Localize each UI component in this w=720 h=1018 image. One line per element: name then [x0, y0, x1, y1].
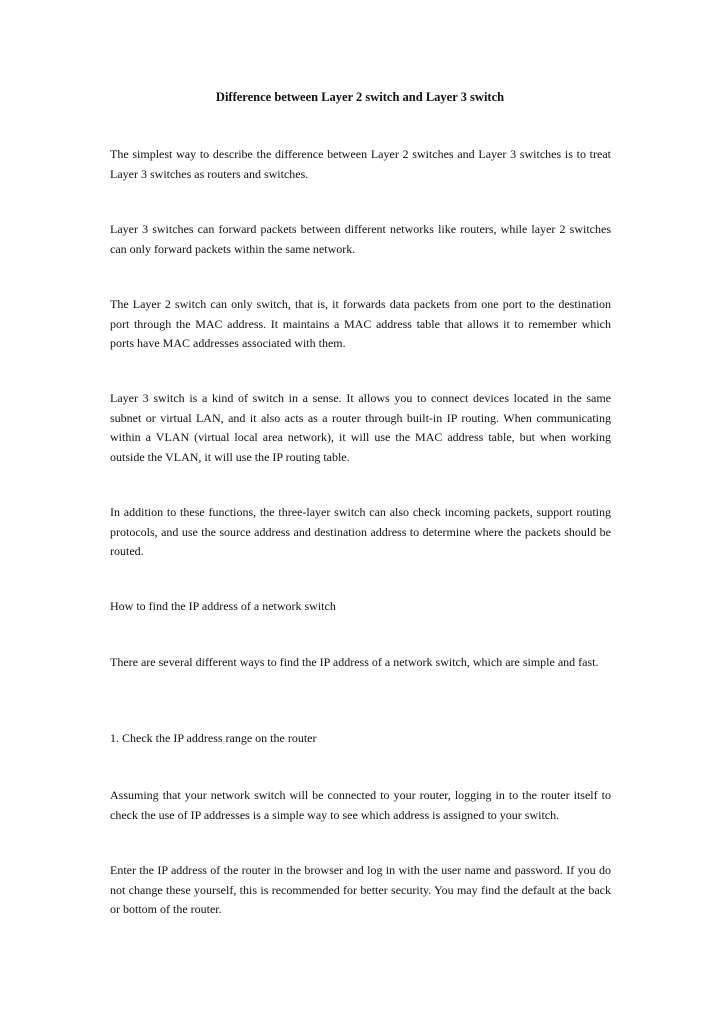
paragraph-browser-login: Enter the IP address of the router in the browser and log in with the user name and password. If you do not change these yourself, this is recommended for better security. You may find the default at the back or bottom of the router.: [110, 863, 611, 916]
paragraph-ways: There are several different ways to find the IP address of a network switch, which are simple and fast.: [110, 655, 599, 669]
section-heading-find-ip: How to find the IP address of a network switch: [110, 599, 336, 613]
step-heading-check-router: 1. Check the IP address range on the router: [110, 731, 317, 745]
document-title: Difference between Layer 2 switch and Layer 3 switch: [215, 90, 505, 104]
paragraph-layer3: Layer 3 switch is a kind of switch in a sense. It allows you to connect devices located in the same subnet or virtual LAN, and it also acts as a router through built-in IP routing. When communicating within a VLAN (virtual local area network), it will use the MAC address table, but when working outside the VLAN, it will use the IP routing table.: [110, 391, 611, 464]
paragraph-forwarding: Layer 3 switches can forward packets between different networks like routers, while layer 2 switches can only forward packets within the same network.: [110, 222, 611, 256]
paragraph-intro: The simplest way to describe the difference between Layer 2 switches and Layer 3 switches is to treat Layer 3 switches as routers and switches.: [110, 147, 611, 181]
paragraph-layer2: The Layer 2 switch can only switch, that is, it forwards data packets from one port to the destination port through the MAC address. It maintains a MAC address table that allows it to remember which ports have MAC addresses associated with them.: [110, 297, 611, 350]
paragraph-router-login: Assuming that your network switch will be connected to your router, logging in to the router itself to check the use of IP addresses is a simple way to see which address is assigned to your switch.: [110, 788, 611, 822]
paragraph-functions: In addition to these functions, the three-layer switch can also check incoming packets, support routing protocols, and use the source address and destination address to determine where the packets should be routed.: [110, 505, 611, 558]
